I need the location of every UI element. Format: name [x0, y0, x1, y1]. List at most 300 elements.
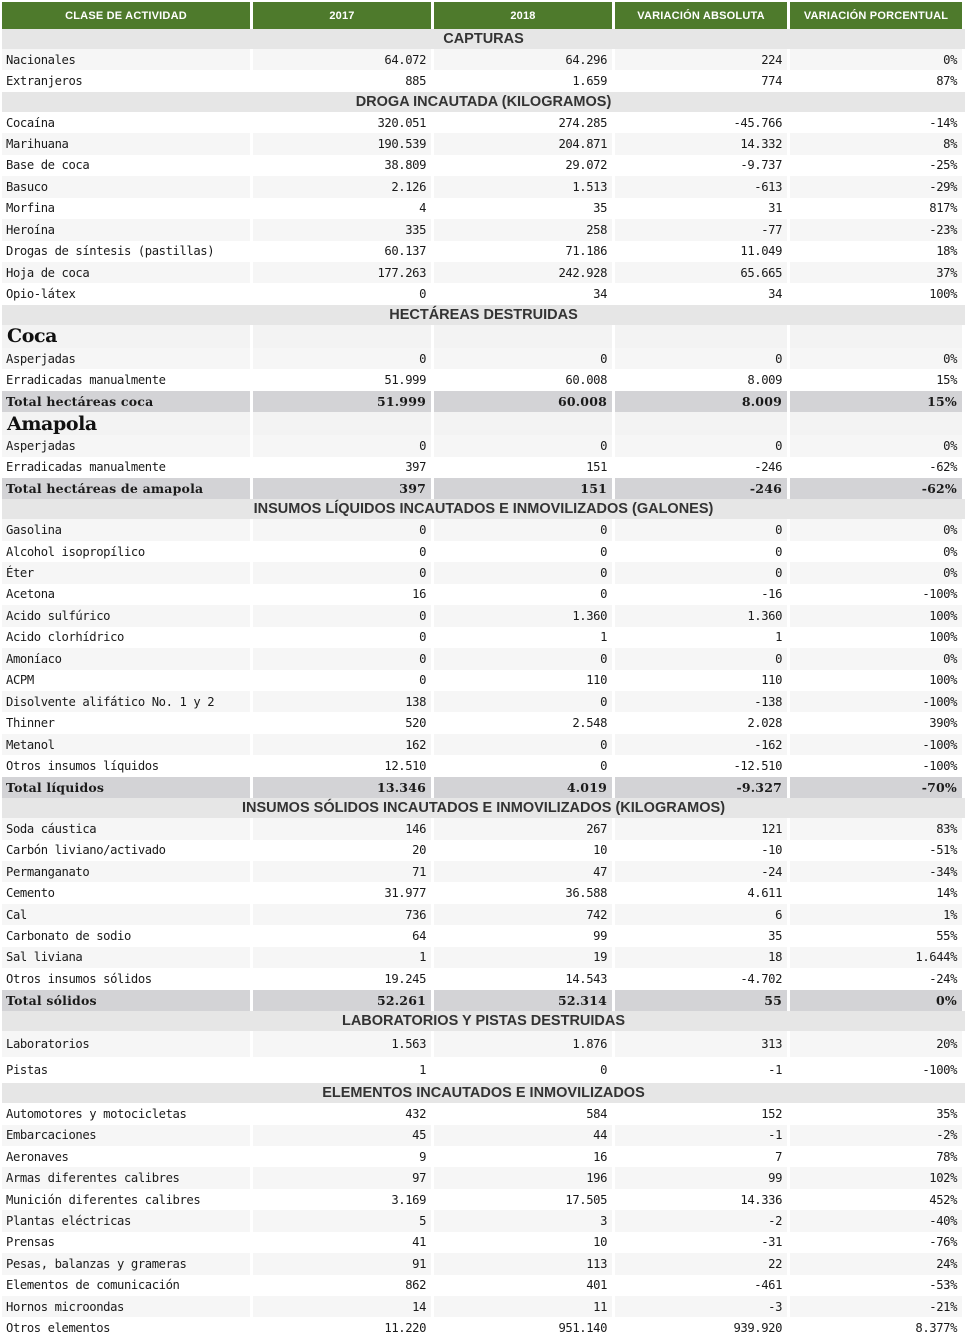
- table-row: [2, 627, 965, 648]
- value-2017: 0: [253, 605, 431, 626]
- absolute-variation: 14.332: [615, 133, 787, 154]
- absolute-variation: -1: [615, 1057, 787, 1083]
- table-row: [2, 734, 965, 755]
- value-2017: 51.999: [253, 369, 431, 390]
- absolute-variation: -9.737: [615, 155, 787, 176]
- table-row: [2, 648, 965, 669]
- section-laboratorios: [2, 1011, 965, 1031]
- percent-variation: -62%: [790, 478, 962, 499]
- value-2017: 45: [253, 1125, 431, 1146]
- value-2017: 12.510: [253, 755, 431, 776]
- table-row: [2, 1057, 965, 1083]
- value-2017: 51.999: [253, 391, 431, 412]
- section-title: INSUMOS SÓLIDOS INCAUTADOS E INMOVILIZADOS (KILOGRAMOS): [2, 798, 965, 818]
- value-2018: 0: [434, 562, 612, 583]
- value-2017: 38.809: [253, 155, 431, 176]
- header-2017: 2017: [253, 2, 431, 29]
- row-label: Carbonato de sodio: [2, 925, 250, 946]
- value-2017: 138: [253, 691, 431, 712]
- table-row: [2, 904, 965, 925]
- value-2017: 20: [253, 840, 431, 861]
- percent-variation: 20%: [790, 1031, 962, 1057]
- row-label: Morfina: [2, 198, 250, 219]
- section-title: HECTÁREAS DESTRUIDAS: [2, 305, 965, 325]
- percent-variation: -100%: [790, 734, 962, 755]
- table-row: [2, 882, 965, 903]
- percent-variation: 100%: [790, 670, 962, 691]
- value-2017: 0: [253, 435, 431, 456]
- table-row: [2, 70, 965, 91]
- row-label: ACPM: [2, 670, 250, 691]
- empty-cell: [790, 412, 962, 435]
- value-2017: 64.072: [253, 49, 431, 70]
- value-2018: 10: [434, 840, 612, 861]
- table-row: [2, 1146, 965, 1167]
- percent-variation: 35%: [790, 1103, 962, 1124]
- row-label: Éter: [2, 562, 250, 583]
- value-2017: 736: [253, 904, 431, 925]
- absolute-variation: 121: [615, 818, 787, 839]
- value-2018: 1.659: [434, 70, 612, 91]
- value-2017: 862: [253, 1275, 431, 1296]
- percent-variation: 100%: [790, 605, 962, 626]
- percent-variation: -62%: [790, 457, 962, 478]
- value-2018: 951.140: [434, 1317, 612, 1338]
- value-2018: 14.543: [434, 968, 612, 989]
- percent-variation: -34%: [790, 861, 962, 882]
- row-label: Nacionales: [2, 49, 250, 70]
- table-row: [2, 49, 965, 70]
- value-2017: 9: [253, 1146, 431, 1167]
- row-label: Sal liviana: [2, 947, 250, 968]
- value-2017: 0: [253, 670, 431, 691]
- section-title: INSUMOS LÍQUIDOS INCAUTADOS E INMOVILIZADOS (GALONES): [2, 499, 965, 519]
- value-2018: 0: [434, 584, 612, 605]
- row-label: Acido sulfúrico: [2, 605, 250, 626]
- absolute-variation: 0: [615, 519, 787, 540]
- row-label: Cal: [2, 904, 250, 925]
- row-label: Base de coca: [2, 155, 250, 176]
- table-row: [2, 691, 965, 712]
- absolute-variation: 224: [615, 49, 787, 70]
- percent-variation: -14%: [790, 112, 962, 133]
- table-row: [2, 1189, 965, 1210]
- percent-variation: 15%: [790, 369, 962, 390]
- percent-variation: -100%: [790, 584, 962, 605]
- absolute-variation: 18: [615, 947, 787, 968]
- value-2018: 401: [434, 1275, 612, 1296]
- row-label: Extranjeros: [2, 70, 250, 91]
- row-label: Acido clorhídrico: [2, 627, 250, 648]
- row-label: Amoníaco: [2, 648, 250, 669]
- value-2017: 432: [253, 1103, 431, 1124]
- table-row: [2, 1232, 965, 1253]
- value-2017: 520: [253, 712, 431, 733]
- percent-variation: 0%: [790, 648, 962, 669]
- percent-variation: 78%: [790, 1146, 962, 1167]
- absolute-variation: -3: [615, 1296, 787, 1317]
- value-2018: 47: [434, 861, 612, 882]
- percent-variation: -23%: [790, 219, 962, 240]
- percent-variation: -21%: [790, 1296, 962, 1317]
- row-label: Metanol: [2, 734, 250, 755]
- row-label: Asperjadas: [2, 435, 250, 456]
- header-2018: 2018: [434, 2, 612, 29]
- absolute-variation: -613: [615, 176, 787, 197]
- row-label: Drogas de síntesis (pastillas): [2, 241, 250, 262]
- value-2018: 16: [434, 1146, 612, 1167]
- value-2018: 29.072: [434, 155, 612, 176]
- percent-variation: 1.644%: [790, 947, 962, 968]
- absolute-variation: 8.009: [615, 391, 787, 412]
- percent-variation: 452%: [790, 1189, 962, 1210]
- row-label: Otros elementos: [2, 1317, 250, 1338]
- value-2017: 3.169: [253, 1189, 431, 1210]
- absolute-variation: 774: [615, 70, 787, 91]
- absolute-variation: 55: [615, 990, 787, 1011]
- value-2018: 71.186: [434, 241, 612, 262]
- row-label: Total líquidos: [2, 777, 250, 798]
- absolute-variation: 2.028: [615, 712, 787, 733]
- header-percent-variation: VARIACIÓN PORCENTUAL: [790, 2, 962, 29]
- table-row: [2, 1167, 965, 1188]
- value-2018: 1: [434, 627, 612, 648]
- absolute-variation: 110: [615, 670, 787, 691]
- value-2017: 5: [253, 1210, 431, 1231]
- value-2017: 190.539: [253, 133, 431, 154]
- percent-variation: -70%: [790, 777, 962, 798]
- table-row: [2, 519, 965, 540]
- value-2018: 99: [434, 925, 612, 946]
- value-2018: 258: [434, 219, 612, 240]
- percent-variation: -76%: [790, 1232, 962, 1253]
- value-2018: 52.314: [434, 990, 612, 1011]
- percent-variation: 1%: [790, 904, 962, 925]
- absolute-variation: 0: [615, 541, 787, 562]
- percent-variation: 100%: [790, 627, 962, 648]
- value-2018: 0: [434, 348, 612, 369]
- absolute-variation: 1.360: [615, 605, 787, 626]
- row-label: Gasolina: [2, 519, 250, 540]
- total-row: [2, 391, 965, 412]
- section-title: LABORATORIOS Y PISTAS DESTRUIDAS: [2, 1011, 965, 1031]
- value-2017: 146: [253, 818, 431, 839]
- statistics-table: [2, 2, 965, 1339]
- absolute-variation: 65.665: [615, 262, 787, 283]
- percent-variation: 24%: [790, 1253, 962, 1274]
- absolute-variation: 7: [615, 1146, 787, 1167]
- value-2017: 14: [253, 1296, 431, 1317]
- section-hectareas: [2, 305, 965, 325]
- percent-variation: 8.377%: [790, 1317, 962, 1338]
- table-row: [2, 925, 965, 946]
- absolute-variation: 31: [615, 198, 787, 219]
- section-title: CAPTURAS: [2, 29, 965, 49]
- table-row: [2, 219, 965, 240]
- value-2018: 35: [434, 198, 612, 219]
- value-2018: 10: [434, 1232, 612, 1253]
- value-2017: 2.126: [253, 176, 431, 197]
- percent-variation: 0%: [790, 435, 962, 456]
- absolute-variation: -77: [615, 219, 787, 240]
- row-label: Carbón liviano/activado: [2, 840, 250, 861]
- row-label: Heroína: [2, 219, 250, 240]
- value-2017: 320.051: [253, 112, 431, 133]
- table-row: [2, 1125, 965, 1146]
- value-2018: 60.008: [434, 391, 612, 412]
- table-row: [2, 1317, 965, 1338]
- value-2017: 97: [253, 1167, 431, 1188]
- percent-variation: -100%: [790, 691, 962, 712]
- value-2017: 0: [253, 627, 431, 648]
- row-label: Soda cáustica: [2, 818, 250, 839]
- percent-variation: 102%: [790, 1167, 962, 1188]
- value-2018: 242.928: [434, 262, 612, 283]
- row-label: Total hectáreas coca: [2, 391, 250, 412]
- subsection-row: [2, 412, 965, 435]
- table-row: [2, 1275, 965, 1296]
- value-2018: 584: [434, 1103, 612, 1124]
- value-2018: 34: [434, 283, 612, 304]
- percent-variation: 55%: [790, 925, 962, 946]
- row-label: Asperjadas: [2, 348, 250, 369]
- absolute-variation: 99: [615, 1167, 787, 1188]
- value-2018: 0: [434, 1057, 612, 1083]
- total-row: [2, 478, 965, 499]
- absolute-variation: 8.009: [615, 369, 787, 390]
- value-2017: 11.220: [253, 1317, 431, 1338]
- value-2018: 2.548: [434, 712, 612, 733]
- value-2017: 71: [253, 861, 431, 882]
- row-label: Prensas: [2, 1232, 250, 1253]
- value-2018: 44: [434, 1125, 612, 1146]
- percent-variation: -51%: [790, 840, 962, 861]
- absolute-variation: 0: [615, 648, 787, 669]
- section-elementos: [2, 1083, 965, 1103]
- table-row: [2, 133, 965, 154]
- row-label: Thinner: [2, 712, 250, 733]
- absolute-variation: 6: [615, 904, 787, 925]
- value-2018: 196: [434, 1167, 612, 1188]
- absolute-variation: -9.327: [615, 777, 787, 798]
- section-capturas: [2, 29, 965, 49]
- absolute-variation: -31: [615, 1232, 787, 1253]
- value-2017: 1: [253, 1057, 431, 1083]
- value-2018: 1.513: [434, 176, 612, 197]
- table-row: [2, 861, 965, 882]
- table-row: [2, 712, 965, 733]
- row-label: Total sólidos: [2, 990, 250, 1011]
- row-label: Marihuana: [2, 133, 250, 154]
- value-2018: 742: [434, 904, 612, 925]
- table-row: [2, 1031, 965, 1057]
- value-2017: 41: [253, 1232, 431, 1253]
- table-row: [2, 241, 965, 262]
- absolute-variation: 11.049: [615, 241, 787, 262]
- absolute-variation: 313: [615, 1031, 787, 1057]
- percent-variation: -40%: [790, 1210, 962, 1231]
- absolute-variation: 0: [615, 562, 787, 583]
- table-row: [2, 562, 965, 583]
- absolute-variation: -10: [615, 840, 787, 861]
- absolute-variation: -12.510: [615, 755, 787, 776]
- value-2017: 177.263: [253, 262, 431, 283]
- row-label: Total hectáreas de amapola: [2, 478, 250, 499]
- absolute-variation: -246: [615, 457, 787, 478]
- value-2017: 397: [253, 457, 431, 478]
- row-label: Pesas, balanzas y grameras: [2, 1253, 250, 1274]
- value-2017: 1: [253, 947, 431, 968]
- subsection-title: Coca: [2, 325, 250, 348]
- value-2018: 267: [434, 818, 612, 839]
- percent-variation: 87%: [790, 70, 962, 91]
- row-label: Munición diferentes calibres: [2, 1189, 250, 1210]
- value-2018: 1.360: [434, 605, 612, 626]
- value-2017: 64: [253, 925, 431, 946]
- value-2017: 1.563: [253, 1031, 431, 1057]
- percent-variation: 15%: [790, 391, 962, 412]
- value-2018: 113: [434, 1253, 612, 1274]
- percent-variation: 83%: [790, 818, 962, 839]
- row-label: Hornos microondas: [2, 1296, 250, 1317]
- percent-variation: -29%: [790, 176, 962, 197]
- percent-variation: -2%: [790, 1125, 962, 1146]
- absolute-variation: -16: [615, 584, 787, 605]
- absolute-variation: -162: [615, 734, 787, 755]
- percent-variation: 0%: [790, 541, 962, 562]
- section-droga: [2, 92, 965, 112]
- value-2017: 60.137: [253, 241, 431, 262]
- empty-cell: [434, 412, 612, 435]
- row-label: Cemento: [2, 882, 250, 903]
- value-2018: 0: [434, 541, 612, 562]
- value-2017: 52.261: [253, 990, 431, 1011]
- row-label: Automotores y motocicletas: [2, 1103, 250, 1124]
- empty-cell: [615, 325, 787, 348]
- absolute-variation: 152: [615, 1103, 787, 1124]
- row-label: Basuco: [2, 176, 250, 197]
- absolute-variation: 939.920: [615, 1317, 787, 1338]
- value-2017: 0: [253, 648, 431, 669]
- percent-variation: -100%: [790, 755, 962, 776]
- value-2018: 274.285: [434, 112, 612, 133]
- value-2017: 162: [253, 734, 431, 755]
- table-row: [2, 947, 965, 968]
- table-row: [2, 670, 965, 691]
- absolute-variation: -138: [615, 691, 787, 712]
- section-title: DROGA INCAUTADA (KILOGRAMOS): [2, 92, 965, 112]
- value-2018: 0: [434, 648, 612, 669]
- row-label: Laboratorios: [2, 1031, 250, 1057]
- row-label: Otros insumos líquidos: [2, 755, 250, 776]
- value-2017: 19.245: [253, 968, 431, 989]
- table-row: [2, 1210, 965, 1231]
- table-row: [2, 369, 965, 390]
- empty-cell: [434, 325, 612, 348]
- table-row: [2, 1103, 965, 1124]
- absolute-variation: 34: [615, 283, 787, 304]
- percent-variation: -100%: [790, 1057, 962, 1083]
- value-2018: 110: [434, 670, 612, 691]
- value-2017: 397: [253, 478, 431, 499]
- absolute-variation: 35: [615, 925, 787, 946]
- row-label: Opio-látex: [2, 283, 250, 304]
- row-label: Otros insumos sólidos: [2, 968, 250, 989]
- row-label: Acetona: [2, 584, 250, 605]
- absolute-variation: -24: [615, 861, 787, 882]
- row-label: Pistas: [2, 1057, 250, 1083]
- table-body: [2, 29, 965, 1339]
- value-2017: 0: [253, 562, 431, 583]
- value-2017: 0: [253, 541, 431, 562]
- table-row: [2, 968, 965, 989]
- percent-variation: 18%: [790, 241, 962, 262]
- row-label: Cocaína: [2, 112, 250, 133]
- absolute-variation: 22: [615, 1253, 787, 1274]
- value-2018: 0: [434, 734, 612, 755]
- percent-variation: 390%: [790, 712, 962, 733]
- header-activity: CLASE DE ACTIVIDAD: [2, 2, 250, 29]
- section-solidos: [2, 798, 965, 818]
- table-row: [2, 457, 965, 478]
- value-2018: 4.019: [434, 777, 612, 798]
- empty-cell: [615, 412, 787, 435]
- value-2017: 13.346: [253, 777, 431, 798]
- table-row: [2, 584, 965, 605]
- table-row: [2, 112, 965, 133]
- percent-variation: -24%: [790, 968, 962, 989]
- section-liquidos: [2, 499, 965, 519]
- value-2018: 0: [434, 435, 612, 456]
- value-2018: 60.008: [434, 369, 612, 390]
- value-2017: 335: [253, 219, 431, 240]
- row-label: Hoja de coca: [2, 262, 250, 283]
- value-2017: 91: [253, 1253, 431, 1274]
- value-2017: 0: [253, 519, 431, 540]
- value-2018: 0: [434, 691, 612, 712]
- value-2018: 36.588: [434, 882, 612, 903]
- row-label: Aeronaves: [2, 1146, 250, 1167]
- row-label: Permanganato: [2, 861, 250, 882]
- table-row: [2, 1253, 965, 1274]
- row-label: Armas diferentes calibres: [2, 1167, 250, 1188]
- absolute-variation: -246: [615, 478, 787, 499]
- percent-variation: 14%: [790, 882, 962, 903]
- total-row: [2, 777, 965, 798]
- table-row: [2, 605, 965, 626]
- value-2018: 151: [434, 457, 612, 478]
- row-label: Erradicadas manualmente: [2, 457, 250, 478]
- total-row: [2, 990, 965, 1011]
- value-2017: 0: [253, 348, 431, 369]
- row-label: Alcohol isopropílico: [2, 541, 250, 562]
- percent-variation: 37%: [790, 262, 962, 283]
- row-label: Plantas eléctricas: [2, 1210, 250, 1231]
- value-2018: 17.505: [434, 1189, 612, 1210]
- absolute-variation: 4.611: [615, 882, 787, 903]
- value-2018: 0: [434, 755, 612, 776]
- value-2018: 1.876: [434, 1031, 612, 1057]
- absolute-variation: -4.702: [615, 968, 787, 989]
- value-2018: 0: [434, 519, 612, 540]
- absolute-variation: -45.766: [615, 112, 787, 133]
- row-label: Elementos de comunicación: [2, 1275, 250, 1296]
- table-row: [2, 198, 965, 219]
- table-row: [2, 176, 965, 197]
- absolute-variation: 0: [615, 348, 787, 369]
- absolute-variation: 14.336: [615, 1189, 787, 1210]
- row-label: Erradicadas manualmente: [2, 369, 250, 390]
